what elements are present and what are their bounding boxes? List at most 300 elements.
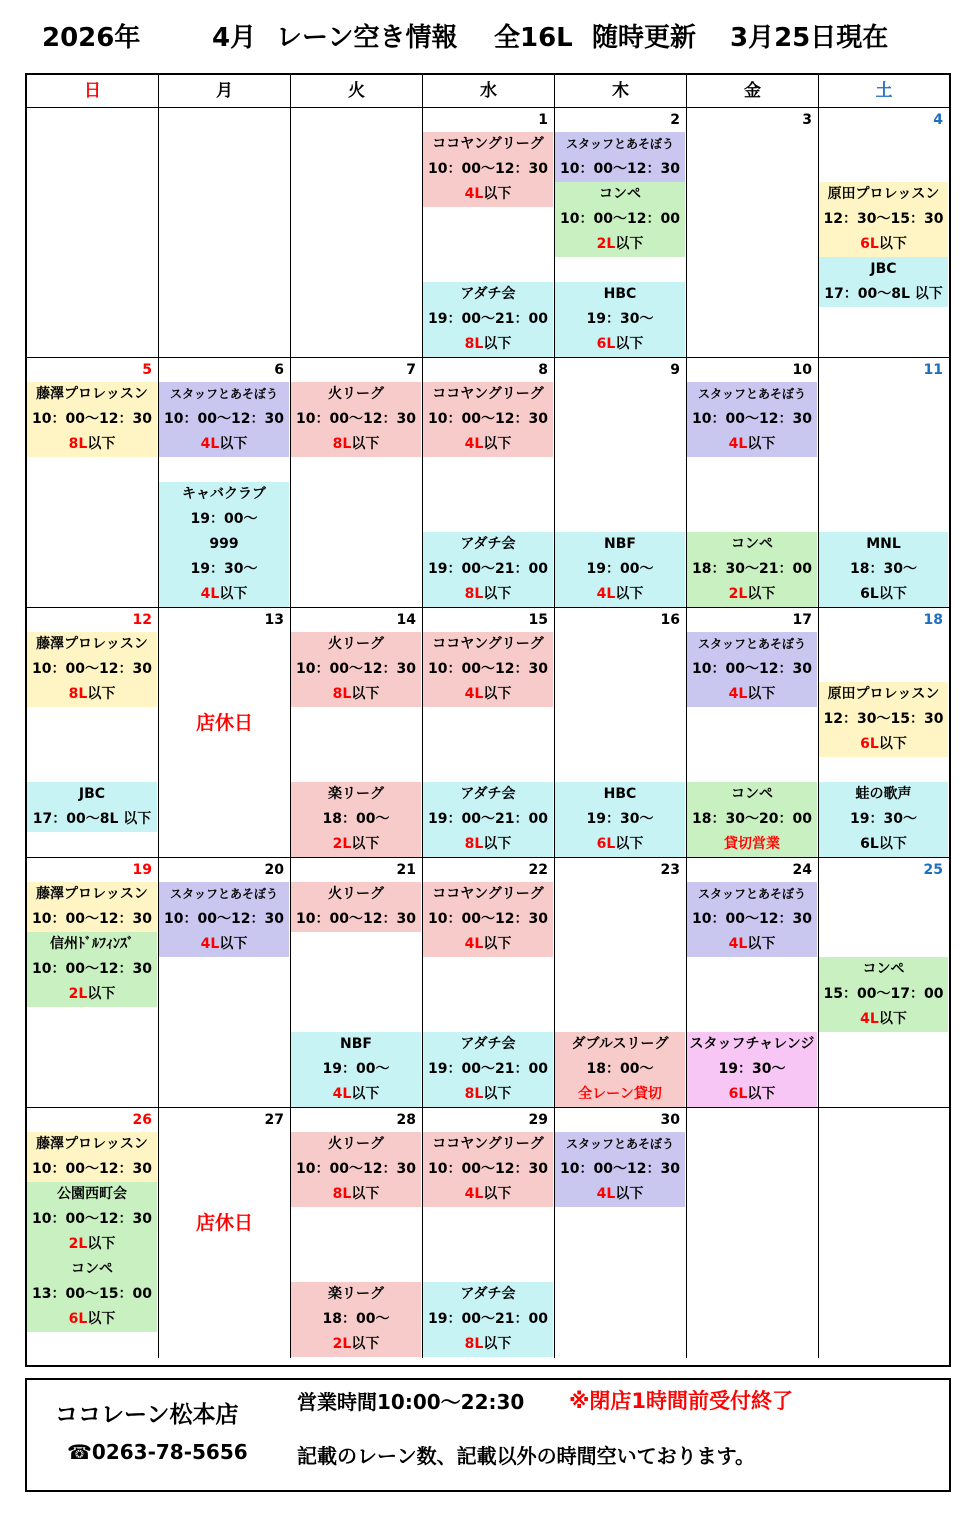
event-detail: 19：00～21：00 xyxy=(428,811,548,827)
lane-count: 4L xyxy=(200,586,220,602)
event-block xyxy=(687,632,817,707)
day-cell xyxy=(27,858,159,1108)
event-detail: 18：00～ xyxy=(322,1311,390,1327)
event-block xyxy=(291,1132,421,1207)
event-detail: 12：30～15：30 xyxy=(823,711,944,727)
event-block xyxy=(159,482,289,607)
event-detail: 19：00～ xyxy=(322,1061,390,1077)
day-number: 12 xyxy=(132,612,152,628)
day-number: 17 xyxy=(792,612,812,628)
event-name: NBF xyxy=(340,1036,372,1052)
event-block xyxy=(291,1282,421,1357)
event-name: アダチ会 xyxy=(460,1286,516,1302)
day-number: 21 xyxy=(396,862,416,878)
day-cell xyxy=(687,358,819,608)
lane-availability xyxy=(159,582,289,607)
event-detail: 10：00～12：30 xyxy=(428,661,548,677)
lane-suffix: 以下 xyxy=(483,836,512,852)
lane-suffix: 以下 xyxy=(615,586,644,602)
lane-count: 2L xyxy=(332,1336,352,1352)
event-detail: 18：00～ xyxy=(586,1061,654,1077)
store-info-box xyxy=(25,1378,951,1492)
event-name: スタッフチャレンジ xyxy=(689,1036,815,1052)
event-detail: 10：00～12：30 xyxy=(296,1161,416,1177)
day-cell xyxy=(423,608,555,858)
lane-suffix: 以下 xyxy=(747,1086,776,1102)
lane-count: 8L xyxy=(464,836,484,852)
lane-availability xyxy=(291,1182,421,1207)
lane-suffix: 以下 xyxy=(351,836,380,852)
day-cell xyxy=(423,108,555,358)
lane-suffix: 以下 xyxy=(483,586,512,602)
lane-suffix: 以下 xyxy=(615,1186,644,1202)
event-block xyxy=(291,382,421,457)
lane-suffix: 以下 xyxy=(351,686,380,702)
event-detail: 19：30～ xyxy=(586,811,654,827)
event-name: 藤澤プロレッスン xyxy=(36,636,148,652)
weekday-header: 日 xyxy=(27,75,159,108)
lane-suffix: 以下 xyxy=(878,236,907,252)
day-cell xyxy=(555,1108,687,1358)
day-number: 24 xyxy=(792,862,812,878)
weekday-header: 金 xyxy=(687,75,819,108)
day-number: 16 xyxy=(660,612,680,628)
event-name: コンペ xyxy=(731,536,773,552)
event-block xyxy=(423,1282,553,1357)
day-cell xyxy=(423,858,555,1108)
lane-count: 8L xyxy=(332,686,352,702)
lane-availability xyxy=(819,232,948,257)
event-block xyxy=(27,1132,157,1182)
lane-availability xyxy=(423,932,553,957)
event-name: ココヤングリーグ xyxy=(432,386,544,402)
lane-count: 全レーン貸切 xyxy=(578,1086,662,1102)
event-name: 藤澤プロレッスン xyxy=(36,886,148,902)
event-block xyxy=(819,182,948,257)
weekday-header: 水 xyxy=(423,75,555,108)
event-block xyxy=(291,1032,421,1107)
event-block xyxy=(423,782,553,857)
lane-suffix: 以下 xyxy=(483,686,512,702)
lane-count: 8L xyxy=(68,436,88,452)
lane-availability xyxy=(291,1082,421,1107)
day-cell xyxy=(819,1108,949,1358)
event-detail: 999 xyxy=(209,536,239,552)
lane-count: 8L xyxy=(464,336,484,352)
lane-availability xyxy=(423,832,553,857)
day-number: 9 xyxy=(670,362,680,378)
day-cell xyxy=(291,608,423,858)
event-detail: 10：00～12：30 xyxy=(560,1161,680,1177)
event-detail: 18：00～ xyxy=(322,811,390,827)
lane-availability xyxy=(687,582,817,607)
day-cell xyxy=(159,858,291,1108)
event-block xyxy=(555,132,685,182)
lane-count: 4L xyxy=(596,586,616,602)
day-number: 13 xyxy=(264,612,284,628)
lane-suffix: 以下 xyxy=(87,436,116,452)
lane-count: 6L xyxy=(596,336,616,352)
event-block xyxy=(27,932,157,1007)
event-detail: 10：00～12：30 xyxy=(32,411,152,427)
event-block xyxy=(819,257,948,307)
event-detail: 19：00～21：00 xyxy=(428,561,548,577)
lane-suffix: 以下 xyxy=(747,686,776,702)
day-cell xyxy=(159,608,291,858)
event-block xyxy=(291,632,421,707)
event-name: ココヤングリーグ xyxy=(432,1136,544,1152)
event-block xyxy=(687,782,817,857)
lane-availability xyxy=(159,932,289,957)
day-cell xyxy=(27,358,159,608)
event-detail: 10：00～12：30 xyxy=(560,161,680,177)
event-detail: 19：30～ xyxy=(718,1061,786,1077)
day-number: 27 xyxy=(264,1112,284,1128)
event-block xyxy=(423,1132,553,1207)
event-name: スタッフとあそぼう xyxy=(697,387,806,401)
event-name: 火リーグ xyxy=(328,886,384,902)
lane-suffix: 以下 xyxy=(87,1236,116,1252)
store-phone: ☎0263-78-5656 xyxy=(67,1440,248,1464)
lane-count: 2L xyxy=(728,586,748,602)
event-block xyxy=(555,1032,685,1107)
event-name: ココヤングリーグ xyxy=(432,636,544,652)
event-name: 楽リーグ xyxy=(328,1286,384,1302)
event-block xyxy=(819,957,948,1032)
lane-count: 2L xyxy=(332,836,352,852)
day-number: 19 xyxy=(132,862,152,878)
title-update: 随時更新 xyxy=(592,23,697,53)
event-block xyxy=(423,1032,553,1107)
lane-suffix: 以下 xyxy=(747,586,776,602)
lane-count: 2L xyxy=(68,986,88,1002)
lane-availability xyxy=(687,682,817,707)
lane-count: 4L xyxy=(200,436,220,452)
day-cell xyxy=(555,858,687,1108)
lane-count: 6L xyxy=(728,1086,748,1102)
day-cell xyxy=(555,108,687,358)
event-detail: 10：00～12：30 xyxy=(428,911,548,927)
lane-availability xyxy=(423,1182,553,1207)
title-year: 2026年 xyxy=(42,23,141,53)
calendar-title xyxy=(0,0,977,80)
event-block xyxy=(159,382,289,457)
title-month: 4月 xyxy=(212,23,257,53)
event-name: スタッフとあそぼう xyxy=(565,1137,674,1151)
day-cell xyxy=(819,858,949,1108)
day-number: 28 xyxy=(396,1112,416,1128)
lane-count: 4L xyxy=(728,436,748,452)
lane-availability xyxy=(27,982,157,1007)
event-detail: 10：00～12：30 xyxy=(32,661,152,677)
lane-suffix: 以下 xyxy=(483,1336,512,1352)
business-hours: 営業時間10:00～22:30 xyxy=(297,1390,525,1414)
event-detail: 6L以下 xyxy=(860,836,907,852)
lane-count: 4L xyxy=(464,936,484,952)
event-block xyxy=(555,282,685,357)
lane-availability xyxy=(27,682,157,707)
lane-count: 8L xyxy=(464,586,484,602)
lane-availability xyxy=(27,432,157,457)
event-detail: 18：30～ xyxy=(850,561,917,577)
event-detail: 10：00～12：30 xyxy=(296,911,416,927)
store-holiday-label: 店休日 xyxy=(195,1212,253,1234)
event-block xyxy=(687,382,817,457)
lane-availability xyxy=(819,1007,948,1032)
event-name: アダチ会 xyxy=(460,536,516,552)
lane-count: 4L xyxy=(596,1186,616,1202)
day-number: 2 xyxy=(670,112,680,128)
day-cell xyxy=(27,1108,159,1358)
day-number: 3 xyxy=(802,112,812,128)
event-block xyxy=(687,882,817,957)
lane-count: 貸切営業 xyxy=(724,836,780,852)
event-block xyxy=(819,532,948,607)
lane-availability xyxy=(687,932,817,957)
lane-suffix: 以下 xyxy=(351,1186,380,1202)
lane-count: 8L xyxy=(68,686,88,702)
lane-count: 4L xyxy=(200,936,220,952)
lane-count: 2L xyxy=(596,236,616,252)
event-block xyxy=(423,282,553,357)
event-detail: 18：30～21：00 xyxy=(692,561,812,577)
day-number: 1 xyxy=(538,112,548,128)
event-block xyxy=(687,1032,817,1107)
event-name: ココヤングリーグ xyxy=(432,886,544,902)
lane-suffix: 以下 xyxy=(483,336,512,352)
event-detail: 10：00～12：30 xyxy=(32,1161,152,1177)
event-block xyxy=(819,682,948,757)
event-detail: 6L以下 xyxy=(860,586,907,602)
lane-availability xyxy=(423,1332,553,1357)
day-cell xyxy=(555,608,687,858)
event-name: HBC xyxy=(603,286,637,302)
lane-suffix: 以下 xyxy=(219,436,248,452)
event-name: MNL xyxy=(866,536,901,552)
store-name: ココレーン松本店 xyxy=(55,1402,239,1428)
lane-availability xyxy=(555,832,685,857)
lane-availability xyxy=(555,1182,685,1207)
lane-availability xyxy=(555,232,685,257)
day-number: 30 xyxy=(660,1112,680,1128)
event-name: 楽リーグ xyxy=(328,786,384,802)
day-cell xyxy=(819,108,949,358)
day-cell xyxy=(291,358,423,608)
store-holiday-label: 店休日 xyxy=(195,712,253,734)
weekday-header: 火 xyxy=(291,75,423,108)
lane-suffix: 以下 xyxy=(87,986,116,1002)
event-name: スタッフとあそぼう xyxy=(169,887,278,901)
lane-availability xyxy=(423,432,553,457)
event-detail: 10：00～12：30 xyxy=(32,911,152,927)
lane-availability xyxy=(423,1082,553,1107)
lane-suffix: 以下 xyxy=(483,186,512,202)
lane-count: 4L xyxy=(728,686,748,702)
event-detail: 10：00～12：30 xyxy=(32,1211,152,1227)
title-as-of: 3月25日現在 xyxy=(730,23,889,53)
event-name: HBC xyxy=(603,786,637,802)
availability-note: 記載のレーン数、記載以外の時間空いております。 xyxy=(297,1444,755,1468)
day-cell xyxy=(27,608,159,858)
calendar-grid xyxy=(25,73,951,1367)
lane-count: 6L xyxy=(68,1311,88,1327)
event-name: スタッフとあそぼう xyxy=(565,137,674,151)
lane-suffix: 以下 xyxy=(615,836,644,852)
lane-availability xyxy=(159,432,289,457)
day-cell xyxy=(687,608,819,858)
event-block xyxy=(159,882,289,957)
lane-count: 8L xyxy=(464,1336,484,1352)
event-detail: 15：00～17：00 xyxy=(823,986,944,1002)
event-detail: 10：00～12：30 xyxy=(164,911,284,927)
day-number: 5 xyxy=(142,362,152,378)
event-block xyxy=(27,1182,157,1332)
lane-suffix: 以下 xyxy=(747,436,776,452)
lane-availability xyxy=(423,182,553,207)
event-name: JBC xyxy=(870,261,897,277)
event-name: 原田プロレッスン xyxy=(827,186,940,202)
event-block xyxy=(687,532,817,607)
lane-suffix: 以下 xyxy=(615,236,644,252)
lane-suffix: 以下 xyxy=(219,936,248,952)
lane-availability xyxy=(423,582,553,607)
event-name: 火リーグ xyxy=(328,1136,384,1152)
day-cell xyxy=(687,108,819,358)
event-detail: 19：00～ xyxy=(586,561,654,577)
lane-availability xyxy=(27,1232,157,1257)
event-detail: 19：00～21：00 xyxy=(428,1061,548,1077)
day-number: 23 xyxy=(660,862,680,878)
lane-count: 4L xyxy=(728,936,748,952)
lane-availability xyxy=(687,832,817,857)
lane-suffix: 以下 xyxy=(87,686,116,702)
event-block xyxy=(555,782,685,857)
event-name: ココヤングリーグ xyxy=(432,136,544,152)
lane-count: 8L xyxy=(332,436,352,452)
event-detail: 19：00～21：00 xyxy=(428,311,548,327)
title-lanes: 全16L xyxy=(494,23,573,53)
event-block xyxy=(555,1132,685,1207)
event-detail: 10：00～12：00 xyxy=(560,211,680,227)
lane-suffix: 以下 xyxy=(878,1011,907,1027)
day-cell xyxy=(291,108,423,358)
lane-count: 8L xyxy=(464,1086,484,1102)
event-detail: 19：00～ xyxy=(190,511,258,527)
event-detail: 19：00～21：00 xyxy=(428,1311,548,1327)
weekday-header: 土 xyxy=(819,75,949,108)
event-name: NBF xyxy=(604,536,636,552)
day-cell xyxy=(555,358,687,608)
event-name: 原田プロレッスン xyxy=(827,686,940,702)
lane-availability xyxy=(291,682,421,707)
event-detail: 10：00～12：30 xyxy=(692,911,812,927)
lane-availability xyxy=(555,582,685,607)
event-name: 公園西町会 xyxy=(57,1186,127,1202)
event-block xyxy=(291,882,421,932)
lane-count: 4L xyxy=(464,436,484,452)
event-block xyxy=(423,632,553,707)
event-name: スタッフとあそぼう xyxy=(697,637,806,651)
day-cell xyxy=(27,108,159,358)
lane-availability xyxy=(291,432,421,457)
day-number: 15 xyxy=(528,612,548,628)
event-block xyxy=(555,182,685,257)
lane-availability xyxy=(687,1082,817,1107)
day-cell xyxy=(687,858,819,1108)
event-block xyxy=(555,532,685,607)
event-detail: 10：00～12：30 xyxy=(32,961,152,977)
lane-count: 6L xyxy=(596,836,616,852)
event-name: 信州ﾄﾞﾙﾌｨﾝｽﾞ xyxy=(50,936,134,952)
day-cell xyxy=(159,1108,291,1358)
lane-suffix: 以下 xyxy=(219,586,248,602)
event-name: コンペ xyxy=(599,186,641,202)
lane-count: 4L xyxy=(464,686,484,702)
day-number: 4 xyxy=(933,112,943,128)
event-detail: 17：00～8L 以下 xyxy=(824,286,943,302)
lane-count: 8L xyxy=(332,1186,352,1202)
day-cell xyxy=(291,1108,423,1358)
day-cell xyxy=(687,1108,819,1358)
event-name: コンペ xyxy=(731,786,773,802)
lane-count: 4L xyxy=(464,186,484,202)
event-block xyxy=(27,632,157,707)
event-detail: 10：00～12：30 xyxy=(428,411,548,427)
event-block xyxy=(27,782,157,832)
event-detail: 10：00～12：30 xyxy=(692,411,812,427)
event-name: 火リーグ xyxy=(328,636,384,652)
lane-availability xyxy=(291,832,421,857)
lane-availability xyxy=(291,1332,421,1357)
event-block xyxy=(819,782,948,857)
lane-count: 6L xyxy=(860,236,879,252)
lane-count: 4L xyxy=(860,1011,879,1027)
event-block xyxy=(423,382,553,457)
event-detail: 18：30～20：00 xyxy=(692,811,812,827)
event-detail: 10：00～12：30 xyxy=(296,411,416,427)
day-cell xyxy=(819,358,949,608)
lane-availability xyxy=(423,682,553,707)
event-name: 火リーグ xyxy=(328,386,384,402)
event-name: 藤澤プロレッスン xyxy=(36,386,148,402)
event-name: スタッフとあそぼう xyxy=(697,887,806,901)
day-number: 18 xyxy=(923,612,943,628)
lane-suffix: 以下 xyxy=(483,1186,512,1202)
event-detail: 10：00～12：30 xyxy=(296,661,416,677)
day-number: 14 xyxy=(396,612,416,628)
event-detail: 10：00～12：30 xyxy=(164,411,284,427)
event-name: アダチ会 xyxy=(460,1036,516,1052)
event-detail: 19：30～ xyxy=(190,561,258,577)
event-detail: 13：00～15：00 xyxy=(32,1286,152,1302)
day-number: 26 xyxy=(132,1112,152,1128)
event-name: 蛙の歌声 xyxy=(855,786,912,802)
lane-count: 4L xyxy=(332,1086,352,1102)
lane-suffix: 以下 xyxy=(483,436,512,452)
day-number: 11 xyxy=(923,362,943,378)
lane-count: 6L xyxy=(860,736,879,752)
event-block xyxy=(27,382,157,457)
lane-availability xyxy=(27,1307,157,1332)
day-number: 10 xyxy=(792,362,812,378)
day-number: 22 xyxy=(528,862,548,878)
day-number: 8 xyxy=(538,362,548,378)
lane-suffix: 以下 xyxy=(483,936,512,952)
lane-suffix: 以下 xyxy=(351,436,380,452)
day-cell xyxy=(819,608,949,858)
lane-availability xyxy=(423,332,553,357)
weekday-header: 月 xyxy=(159,75,291,108)
